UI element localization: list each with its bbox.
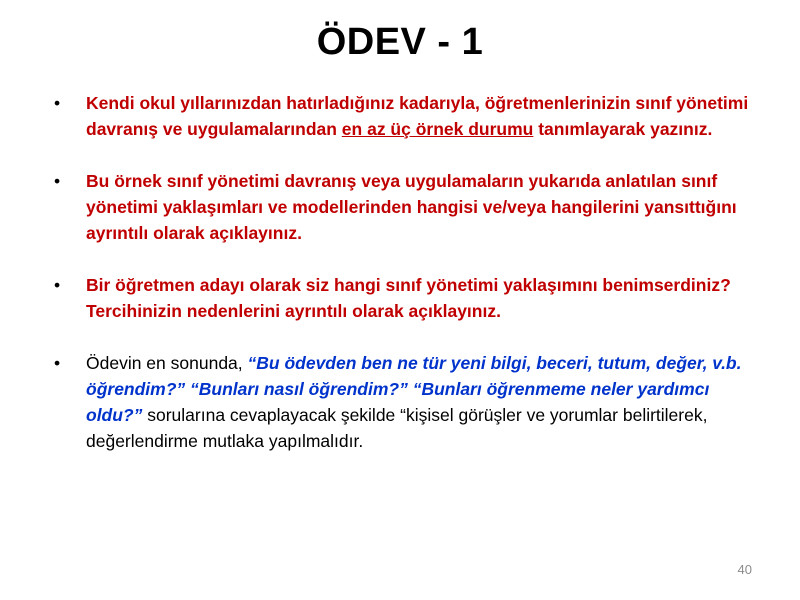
bullet-dot-icon: • <box>54 275 61 295</box>
bullet-item-1 <box>52 90 762 142</box>
bullet-dot-icon: • <box>54 353 61 373</box>
bullet-1-text: Kendi okul yıllarınızdan hatırladığınız kadarıyla, öğretmenlerinizin sınıf yönetimi davranış ve uygulamalarından <box>86 93 749 139</box>
bullet-3-text: Bir öğretmen adayı olarak siz hangi sınıf yönetimi yaklaşımını benimserdiniz? Tercihinizin nedenlerini ayrıntılı olarak açıklayınız. <box>86 275 731 321</box>
bullet-list <box>52 90 762 454</box>
bullet-4-questions: “Bu ödevden ben ne tür yeni bilgi, beceri, tutum, değer, v.b. öğrendim?” “Bunları nasıl öğrendim?” “Bunları öğrenmeme neler yardımcı oldu?” <box>86 353 742 425</box>
slide-title: ÖDEV - 1 <box>316 21 484 63</box>
bullet-4-intro: Ödevin en sonunda, <box>86 353 248 373</box>
page-number: 40 <box>737 562 752 577</box>
bullet-2-text: Bu örnek sınıf yönetimi davranış veya uygulamaların yukarıda anlatılan sınıf yönetimi yaklaşımları ve modellerinden hangisi ve/veya hangilerini yansıttığını ayrıntılı olarak açıklayınız. <box>86 171 737 243</box>
bullet-1-text-end: tanımlayarak yazınız. <box>533 119 713 139</box>
bullet-4-outro: sorularına cevaplayacak şekilde “kişisel görüşler ve yorumlar belirtilerek, değerlendirme mutlaka yapılmalıdır. <box>86 405 708 451</box>
bullet-dot-icon: • <box>54 93 61 113</box>
bullet-item-4 <box>52 350 762 454</box>
bullet-item-3 <box>52 272 762 324</box>
bullet-1-underlined-text: en az üç örnek durumu <box>341 119 534 139</box>
bullet-dot-icon: • <box>54 171 61 191</box>
bullet-item-2 <box>52 168 762 246</box>
